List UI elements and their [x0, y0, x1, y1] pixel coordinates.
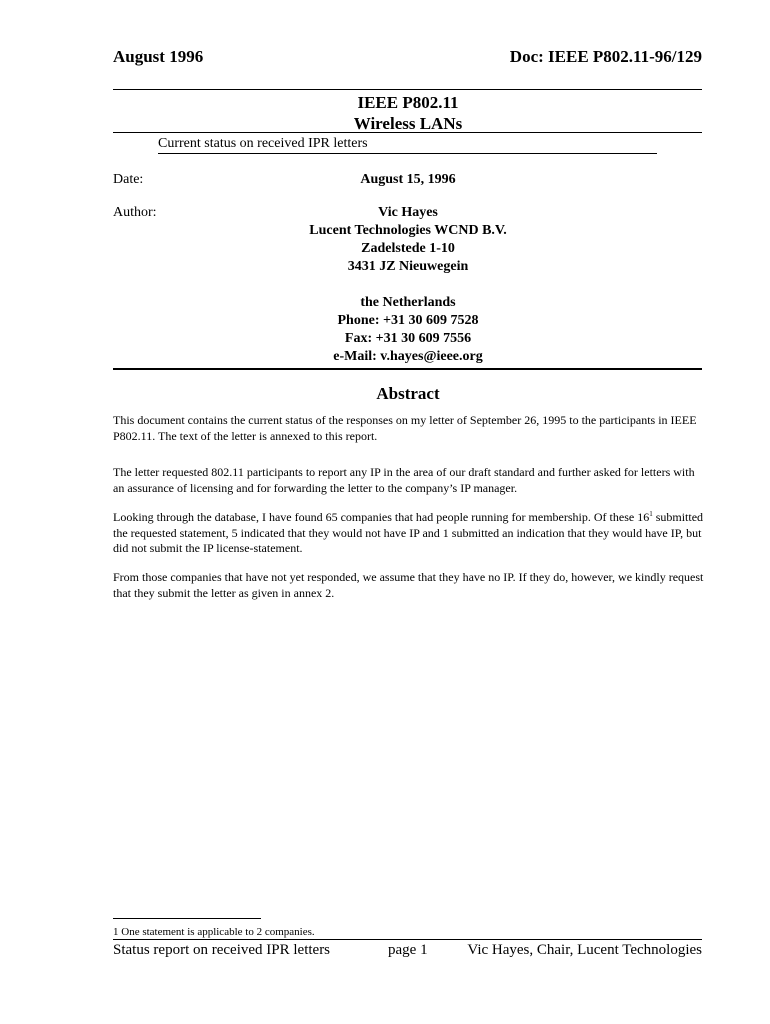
- subject-rule: [158, 153, 657, 154]
- abstract-paragraph-3: [113, 510, 705, 557]
- date-value: August 15, 1996: [360, 172, 456, 187]
- header-date: August 1996: [113, 47, 204, 66]
- abstract-heading: Abstract: [376, 384, 440, 403]
- header-rule: [113, 89, 702, 90]
- paragraph-3-text-end: submitted the requested statement, 5 indicated that they would not have IP and 1 submitted an indication that they would have IP, but did not submit the IP license-statement.: [113, 510, 704, 555]
- author-fax: Fax: +31 30 609 7556: [344, 331, 472, 346]
- header-doc-id: Doc: IEEE P802.11-96/129: [509, 47, 702, 66]
- author-label: Author:: [113, 205, 157, 220]
- title-line-1: IEEE P802.11: [357, 93, 459, 112]
- author-phone: Phone: +31 30 609 7528: [337, 313, 479, 328]
- author-name: Vic Hayes: [378, 205, 438, 220]
- author-city: 3431 JZ Nieuwegein: [347, 259, 469, 274]
- abstract-paragraph-4: From those companies that have not yet responded, we assume that they have no IP. If they do, however, we kindly request that they submit the letter as given in annex 2.: [113, 570, 704, 600]
- date-label: Date:: [113, 172, 144, 187]
- abstract-paragraph-2: The letter requested 802.11 participants to report any IP in the area of our draft standard and further asked for letters with an assurance of licensing and for forwarding the letter to the company’s IP manager.: [113, 465, 695, 495]
- footnote-marker: 1: [649, 510, 653, 518]
- footer-right: Vic Hayes, Chair, Lucent Technologies: [467, 942, 702, 958]
- title-line-2: Wireless LANs: [353, 114, 463, 133]
- author-spacer: [113, 276, 703, 294]
- author-block: [113, 204, 703, 366]
- paragraph-3-text-start: Looking through the database, I have found 65 companies that had people running for membership. Of these 16: [113, 510, 650, 524]
- footnote-rule: [113, 918, 261, 919]
- document-subject: Current status on received IPR letters: [158, 136, 368, 151]
- footer-left: Status report on received IPR letters: [113, 942, 331, 958]
- footer-page-number: page 1: [388, 942, 428, 958]
- author-company: Lucent Technologies WCND B.V.: [309, 223, 507, 238]
- footnote-text: 1 One statement is applicable to 2 companies.: [113, 926, 315, 938]
- abstract-paragraph-1: This document contains the current status of the responses on my letter of September 26, 1995 to the participants in IEEE P802.11. The text of the letter is annexed to this report.: [113, 413, 697, 443]
- author-email: e-Mail: v.hayes@ieee.org: [333, 349, 483, 364]
- footer-rule: [113, 939, 702, 940]
- author-country: the Netherlands: [360, 295, 456, 310]
- title-block: [113, 92, 703, 134]
- author-rule: [113, 368, 702, 370]
- author-street: Zadelstede 1-10: [361, 241, 455, 256]
- title-rule: [113, 132, 702, 133]
